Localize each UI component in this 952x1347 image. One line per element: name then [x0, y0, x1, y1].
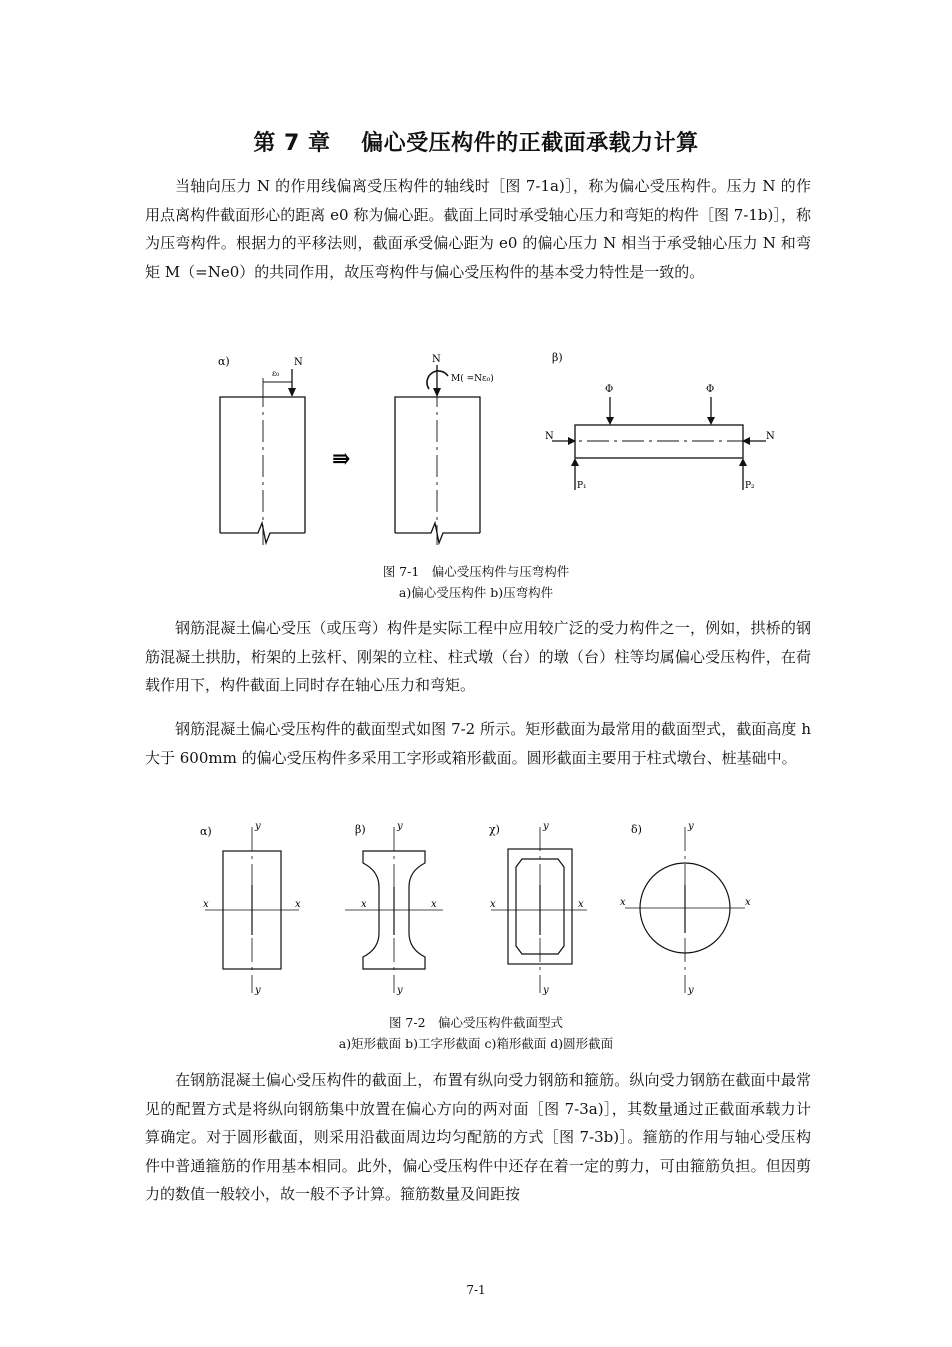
- fig2-y-c-bot: y: [543, 985, 549, 996]
- page-number: 7-1: [466, 1283, 486, 1297]
- fig1-label-phi-1: Φ: [605, 384, 614, 395]
- fig1-label-n-a: N: [294, 357, 303, 368]
- fig2-x-c-right: x: [578, 899, 584, 910]
- fig1-label-phi-2: Φ: [706, 384, 715, 395]
- paragraph-3: 钢筋混凝土偏心受压构件的截面型式如图 7-2 所示。矩形截面为最常用的截面型式，截面高度 h 大于 600mm 的偏心受压构件多采用工字形或箱形截面。圆形截面主要用于柱式墩台、桩基础中。: [145, 720, 811, 767]
- beam: [575, 425, 743, 458]
- fig2-y-a-top: y: [255, 821, 261, 832]
- fig2-label-a: α): [200, 825, 212, 838]
- fig1-label-n-right: N: [766, 431, 775, 442]
- fig1-label-e0: ε₀: [272, 369, 280, 378]
- figure-7-2-subcaption: a)矩形截面 b)工字形截面 c)箱形截面 d)圆形截面: [338, 1036, 614, 1051]
- fig2-y-a-bot: y: [255, 985, 261, 996]
- fig2-x-a-right: x: [295, 899, 301, 910]
- fig2-y-d-bot: y: [688, 985, 694, 996]
- fig1-label-p2: P₂: [745, 481, 755, 491]
- fig2-label-c: χ): [489, 823, 500, 836]
- figure-7-1-caption: 图 7-1 偏心受压构件与压弯构件: [382, 564, 570, 579]
- fig2-x-d-left: x: [620, 897, 626, 908]
- fig2-y-b-bot: y: [397, 985, 403, 996]
- fig2-x-a-left: x: [203, 899, 209, 910]
- chapter-title: 第 7 章 偏心受压构件的正截面承载力计算: [253, 131, 699, 156]
- fig2-x-c-left: x: [490, 899, 496, 910]
- fig1-label-moment: M( =Nε₀): [451, 374, 494, 384]
- figure-7-2: [195, 815, 765, 1005]
- column-a-outline: [220, 397, 305, 533]
- fig1-label-n-left: N: [545, 431, 554, 442]
- fig2-y-d-top: y: [688, 821, 694, 832]
- fig2-x-b-left: x: [361, 899, 367, 910]
- fig2-x-b-right: x: [431, 899, 437, 910]
- fig1-label-p1: P₁: [577, 481, 587, 491]
- paragraph-4: 在钢筋混凝土偏心受压构件的截面上，布置有纵向受力钢筋和箍筋。纵向受力钢筋在截面中最常见的配置方式是将纵向钢筋集中放置在偏心方向的两对面［图 7-3a)］，其数量通过正截面承载力计算确定。对于圆形截面，则采用沿截面周边均匀配筋的方式［图 7-3b)］。箍筋的作用与轴心受压构件中普通箍筋的作用基本相同。此外，偏心受压构件中还存在着一定的剪力，可由箍筋负担。但因剪力的数值一般较小，故一般不予计算。箍筋数量及间距按: [145, 1071, 811, 1203]
- fig2-y-c-top: y: [543, 821, 549, 832]
- fig1-label-n-b: N: [432, 354, 441, 365]
- fig2-label-b: β): [355, 823, 366, 836]
- column-b-outline: [395, 397, 480, 533]
- fig2-y-b-top: y: [397, 821, 403, 832]
- break-a: [220, 523, 305, 543]
- figure-7-1: [200, 345, 800, 557]
- figure-7-2-caption: 图 7-2 偏心受压构件截面型式: [388, 1015, 564, 1030]
- fig1-label-b: β): [552, 351, 563, 364]
- paragraph-2: 钢筋混凝土偏心受压（或压弯）构件是实际工程中应用较广泛的受力构件之一，例如，拱桥的钢筋混凝土拱肋，桁架的上弦杆、刚架的立柱、柱式墩（台）的墩（台）柱等均属偏心受压构件，在荷载作用下，构件截面上同时存在轴心压力和弯矩。: [145, 619, 811, 694]
- fig1-label-a: α): [218, 355, 230, 368]
- figure-7-1-subcaption: a)偏心受压构件 b)压弯构件: [398, 585, 554, 600]
- paragraph-1: 当轴向压力 N 的作用线偏离受压构件的轴线时［图 7-1a)］，称为偏心受压构件。压力 N 的作用点离构件截面形心的距离 e0 称为偏心距。截面上同时承受轴心压力和弯矩的构件［图 7-1b)］，称为压弯构件。根据力的平移法则，截面承受偏心距为 e0 的偏心压力 N 相当于承受轴心压力 N 和弯矩 M（=Ne0）的共同作用，故压弯构件与偏心受压构件的基本受力特性是一致的。: [145, 177, 811, 281]
- break-b: [395, 523, 480, 543]
- fig2-x-d-right: x: [745, 897, 751, 908]
- fig1-arrow: ⇛: [332, 446, 351, 472]
- fig2-label-d: δ): [631, 823, 642, 836]
